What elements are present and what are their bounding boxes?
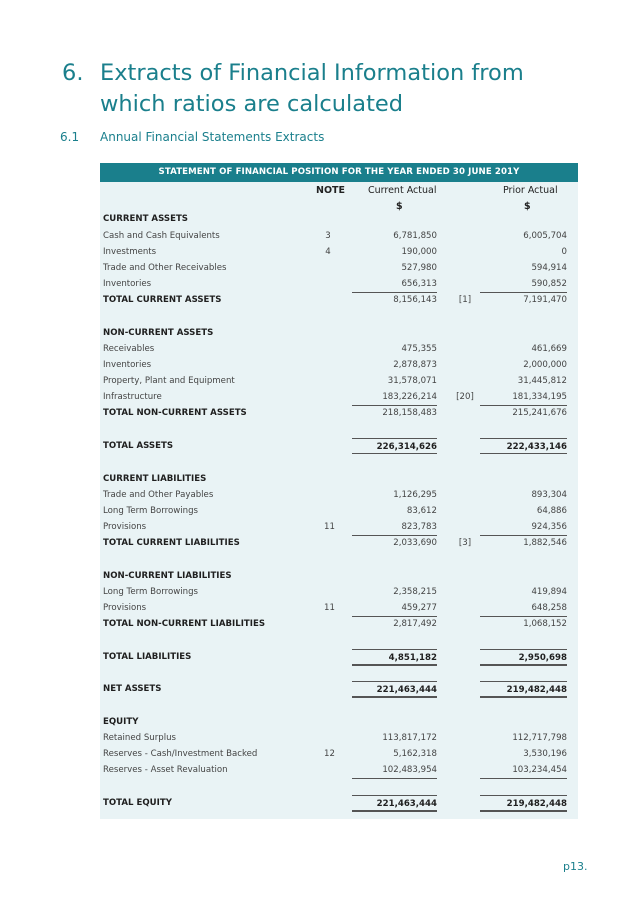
row-label: CURRENT LIABILITIES: [103, 474, 207, 484]
column-header-note: NOTE: [316, 185, 345, 196]
row-current-actual: 83,612: [406, 506, 437, 516]
row-label: Provisions: [103, 603, 147, 613]
table-row: [100, 405, 578, 421]
row-reference: [3]: [458, 538, 472, 548]
table-row: [100, 746, 578, 762]
row-prior-actual: 7,191,470: [523, 295, 567, 305]
row-current-actual: 8,156,143: [393, 295, 437, 305]
row-note: 11: [324, 522, 335, 532]
row-reference: [20]: [456, 392, 474, 402]
row-prior-actual: 590,852: [480, 276, 567, 293]
table-row: [100, 503, 578, 519]
row-prior-actual: 103,234,454: [480, 762, 567, 779]
row-label: Reserves - Asset Revaluation: [103, 765, 228, 775]
row-label: NON-CURRENT ASSETS: [103, 328, 214, 338]
table-row: [100, 244, 578, 260]
row-label: Property, Plant and Equipment: [103, 376, 235, 386]
row-prior-actual: 219,482,448: [480, 795, 567, 812]
row-current-actual: 656,313: [352, 276, 437, 293]
table-row: [100, 487, 578, 503]
row-label: NET ASSETS: [103, 684, 162, 694]
row-label: CURRENT ASSETS: [103, 214, 189, 224]
row-label: Infrastructure: [103, 392, 162, 402]
row-label: Cash and Cash Equivalents: [103, 231, 220, 241]
row-prior-actual: 222,433,146: [480, 438, 567, 454]
table-row: [100, 681, 578, 697]
row-current-actual: 221,463,444: [352, 795, 437, 812]
row-prior-actual: 648,258: [480, 600, 567, 617]
table-row: [100, 616, 578, 632]
row-current-actual: 113,817,172: [382, 733, 437, 743]
row-label: EQUITY: [103, 717, 139, 727]
row-current-actual: 183,226,214: [352, 389, 437, 406]
row-prior-actual: 461,669: [531, 344, 567, 354]
row-label: Reserves - Cash/Investment Backed: [103, 749, 258, 759]
row-prior-actual: 0: [561, 247, 567, 257]
row-current-actual: 221,463,444: [352, 681, 437, 698]
row-current-actual: 2,817,492: [393, 619, 437, 629]
section-number: 6.: [62, 60, 84, 86]
table-row: [100, 292, 578, 308]
currency-current: $: [396, 201, 403, 212]
row-label: TOTAL CURRENT ASSETS: [103, 295, 222, 305]
section-title-line-1: Extracts of Financial Information from: [100, 60, 524, 86]
table-row: [100, 600, 578, 616]
table-row: [100, 260, 578, 276]
row-current-actual: 226,314,626: [352, 438, 437, 454]
row-note: 3: [325, 231, 331, 241]
table-row: [100, 357, 578, 373]
row-current-actual: 5,162,318: [393, 749, 437, 759]
row-label: Receivables: [103, 344, 155, 354]
row-prior-actual: 3,530,196: [523, 749, 567, 759]
row-prior-actual: 112,717,798: [512, 733, 567, 743]
subsection-number: 6.1: [60, 130, 80, 144]
row-label: Retained Surplus: [103, 733, 177, 743]
subsection-title: Annual Financial Statements Extracts: [100, 130, 325, 144]
row-current-actual: 31,578,071: [387, 376, 437, 386]
row-label: Long Term Borrowings: [103, 587, 199, 597]
row-current-actual: 4,851,182: [352, 649, 437, 666]
row-current-actual: 2,358,215: [393, 587, 437, 597]
row-current-actual: 1,126,295: [393, 490, 437, 500]
row-prior-actual: 594,914: [531, 263, 567, 273]
table-row: [100, 471, 578, 487]
table-row: [100, 276, 578, 292]
row-label: TOTAL NON-CURRENT LIABILITIES: [103, 619, 266, 629]
row-label: TOTAL LIABILITIES: [103, 652, 192, 662]
row-prior-actual: 31,445,812: [517, 376, 567, 386]
row-current-actual: 2,878,873: [393, 360, 437, 370]
row-prior-actual: 419,894: [531, 587, 567, 597]
table-row: [100, 211, 578, 227]
row-current-actual: 475,355: [401, 344, 437, 354]
table-banner: STATEMENT OF FINANCIAL POSITION FOR THE YEAR ENDED 30 JUNE 201Y: [100, 163, 578, 182]
financial-position-table: [100, 163, 578, 819]
row-reference: [1]: [458, 295, 472, 305]
row-prior-actual: 181,334,195: [480, 389, 567, 406]
table-row: [100, 584, 578, 600]
table-row: [100, 730, 578, 746]
section-title: [100, 58, 560, 120]
table-row: [100, 389, 578, 405]
column-header-current: Current Actual: [368, 185, 437, 196]
row-label: Long Term Borrowings: [103, 506, 199, 516]
table-row: [100, 714, 578, 730]
table-row: [100, 568, 578, 584]
table-row: [100, 795, 578, 811]
section-title-line-2: which ratios are calculated: [100, 91, 404, 117]
row-label: Inventories: [103, 279, 152, 289]
row-label: TOTAL CURRENT LIABILITIES: [103, 538, 240, 548]
row-label: TOTAL NON-CURRENT ASSETS: [103, 408, 247, 418]
row-label: Investments: [103, 247, 157, 257]
row-note: 4: [325, 247, 331, 257]
table-row: [100, 519, 578, 535]
row-prior-actual: 219,482,448: [480, 681, 567, 698]
row-prior-actual: 215,241,676: [512, 408, 567, 418]
row-label: Provisions: [103, 522, 147, 532]
row-current-actual: 218,158,483: [382, 408, 437, 418]
table-row: [100, 228, 578, 244]
row-current-actual: 190,000: [401, 247, 437, 257]
table-row: [100, 325, 578, 341]
row-current-actual: 459,277: [352, 600, 437, 617]
row-prior-actual: 924,356: [480, 519, 567, 536]
row-current-actual: 823,783: [352, 519, 437, 536]
row-prior-actual: 2,950,698: [480, 649, 567, 666]
row-label: Inventories: [103, 360, 152, 370]
table-row: [100, 535, 578, 551]
row-note: 12: [324, 749, 335, 759]
page-number: p13.: [563, 860, 588, 873]
row-current-actual: 102,483,954: [352, 762, 437, 779]
row-label: TOTAL ASSETS: [103, 441, 174, 451]
table-row: [100, 438, 578, 454]
table-row: [100, 373, 578, 389]
row-label: NON-CURRENT LIABILITIES: [103, 571, 232, 581]
row-current-actual: 527,980: [401, 263, 437, 273]
row-prior-actual: 893,304: [531, 490, 567, 500]
row-prior-actual: 64,886: [536, 506, 567, 516]
row-prior-actual: 6,005,704: [523, 231, 567, 241]
row-current-actual: 2,033,690: [393, 538, 437, 548]
row-prior-actual: 1,068,152: [523, 619, 567, 629]
table-row: [100, 762, 578, 778]
row-current-actual: 6,781,850: [393, 231, 437, 241]
currency-prior: $: [524, 201, 531, 212]
row-note: 11: [324, 603, 335, 613]
column-header-prior: Prior Actual: [503, 185, 558, 196]
row-label: Trade and Other Payables: [103, 490, 214, 500]
row-label: Trade and Other Receivables: [103, 263, 227, 273]
row-label: TOTAL EQUITY: [103, 798, 172, 808]
table-row: [100, 649, 578, 665]
row-prior-actual: 1,882,546: [523, 538, 567, 548]
row-prior-actual: 2,000,000: [523, 360, 567, 370]
table-row: [100, 341, 578, 357]
